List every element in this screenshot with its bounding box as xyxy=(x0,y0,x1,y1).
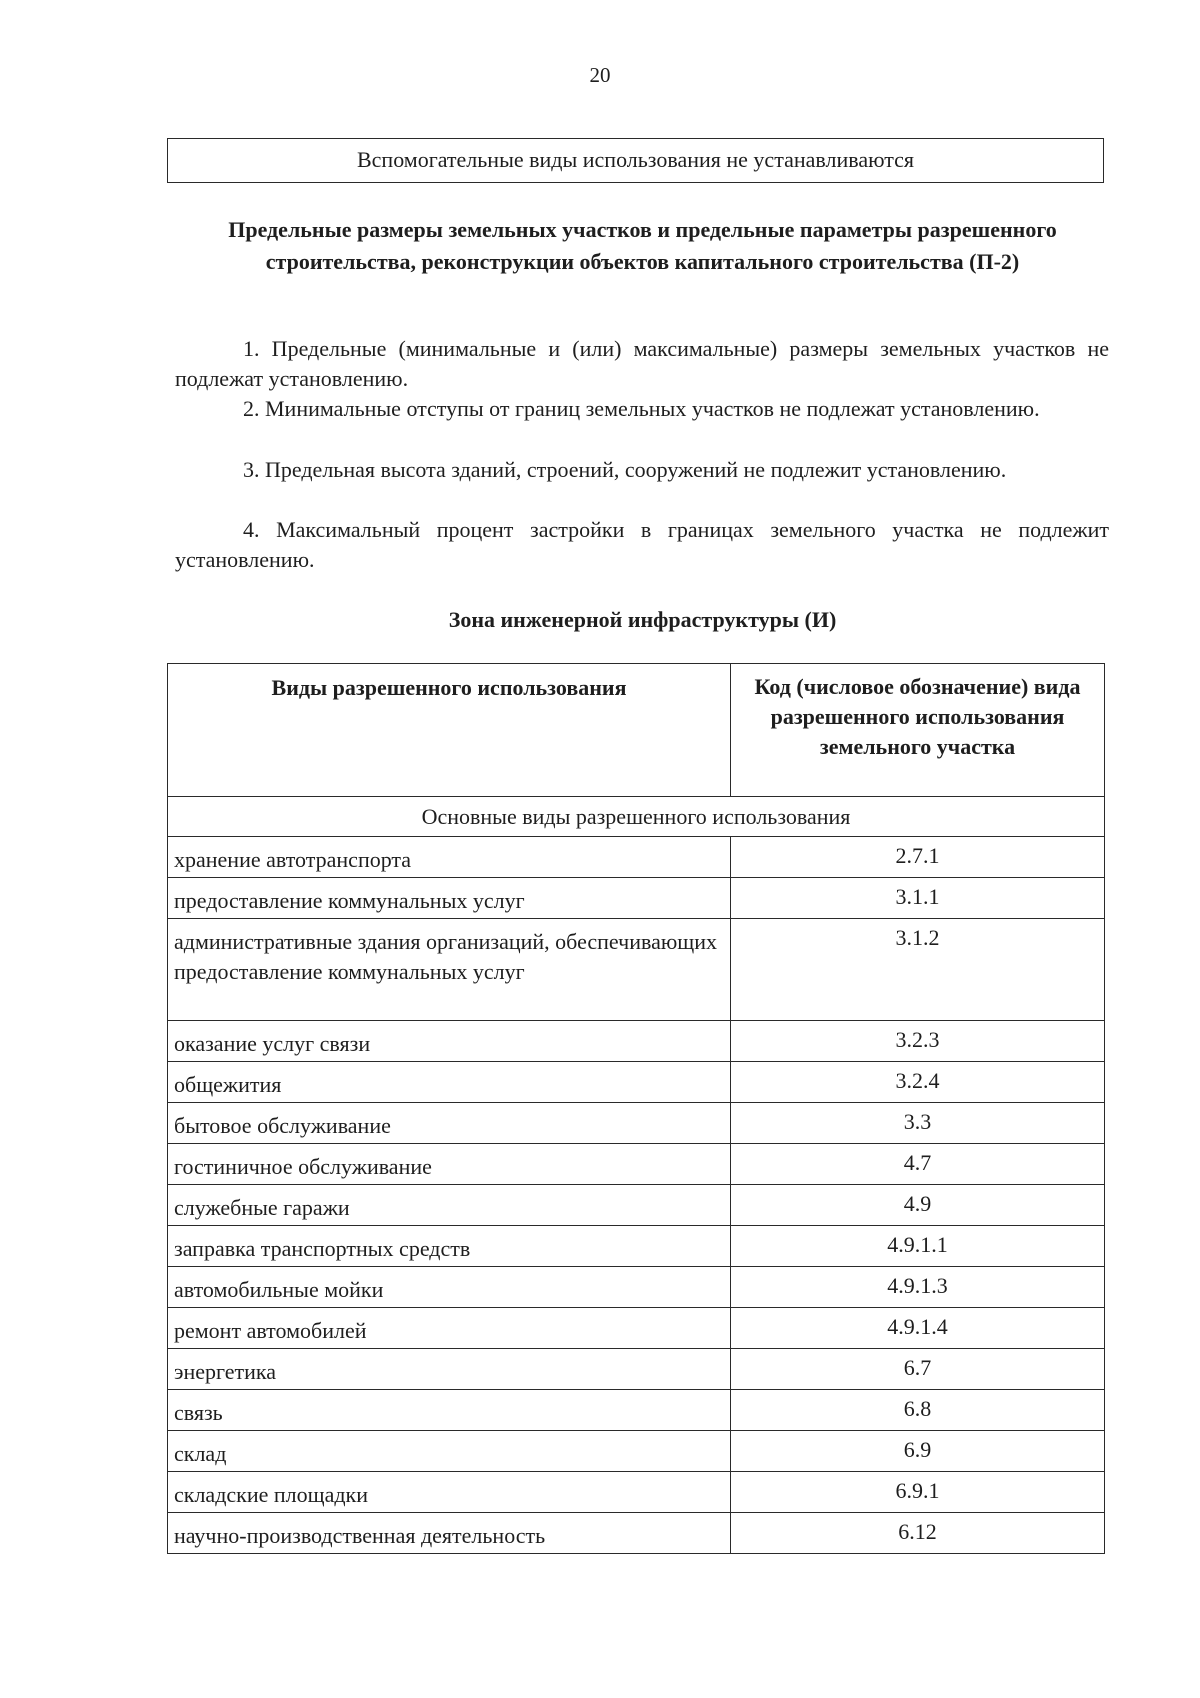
table-row xyxy=(168,1144,1105,1185)
use-code-cell: 6.9 xyxy=(731,1431,1105,1472)
use-type-cell: автомобильные мойки xyxy=(168,1267,731,1308)
table-row xyxy=(168,878,1105,919)
table-row xyxy=(168,1513,1105,1554)
use-code-cell: 3.1.2 xyxy=(731,919,1105,1021)
use-code-cell: 3.3 xyxy=(731,1103,1105,1144)
table-row xyxy=(168,1062,1105,1103)
use-type-cell: научно-производственная деятельность xyxy=(168,1513,731,1554)
table-row xyxy=(168,1021,1105,1062)
limits-item: 1. Предельные (минимальные и (или) максимальные) размеры земельных участков не подлежат установлению. xyxy=(175,336,1109,391)
use-type-cell: служебные гаражи xyxy=(168,1185,731,1226)
table-header-row xyxy=(168,664,1105,797)
table-row xyxy=(168,1185,1105,1226)
table-row xyxy=(168,837,1105,878)
table-row xyxy=(168,1103,1105,1144)
table-row xyxy=(168,1390,1105,1431)
limits-item: 2. Минимальные отступы от границ земельных участков не подлежат установлению. xyxy=(243,396,1040,421)
table-row xyxy=(168,1267,1105,1308)
use-type-cell: ремонт автомобилей xyxy=(168,1308,731,1349)
table-row xyxy=(168,1431,1105,1472)
header-use-type: Виды разрешенного использования xyxy=(168,664,731,797)
use-type-cell: склад xyxy=(168,1431,731,1472)
table-row xyxy=(168,1308,1105,1349)
table-row xyxy=(168,1226,1105,1267)
use-code-cell: 3.1.1 xyxy=(731,878,1105,919)
auxiliary-uses-note: Вспомогательные виды использования не устанавливаются xyxy=(167,138,1104,183)
use-code-cell: 3.2.4 xyxy=(731,1062,1105,1103)
use-type-cell: хранение автотранспорта xyxy=(168,837,731,878)
use-type-cell: общежития xyxy=(168,1062,731,1103)
use-code-cell: 6.7 xyxy=(731,1349,1105,1390)
use-type-cell: административные здания организаций, обеспечивающих предоставление коммунальных услуг xyxy=(168,919,731,1021)
use-code-cell: 4.9.1.1 xyxy=(731,1226,1105,1267)
table-row xyxy=(168,919,1105,1021)
use-code-cell: 4.9.1.3 xyxy=(731,1267,1105,1308)
use-code-cell: 6.8 xyxy=(731,1390,1105,1431)
header-code: Код (числовое обозначение) вида разрешенного использования земельного участка xyxy=(731,664,1105,797)
use-type-cell: предоставление коммунальных услуг xyxy=(168,878,731,919)
table-row xyxy=(168,1472,1105,1513)
use-code-cell: 4.7 xyxy=(731,1144,1105,1185)
section-row xyxy=(168,797,1105,837)
use-type-cell: заправка транспортных средств xyxy=(168,1226,731,1267)
limits-item: 3. Предельная высота зданий, строений, сооружений не подлежит установлению. xyxy=(243,457,1007,482)
zone-heading: Зона инженерной инфраструктуры (И) xyxy=(448,607,837,632)
use-type-cell: гостиничное обслуживание xyxy=(168,1144,731,1185)
section-title: Основные виды разрешенного использования xyxy=(168,797,1105,837)
limits-heading: Предельные размеры земельных участков и предельные параметры разрешенного строительства, реконструкции объектов капитального строительства (П-2) xyxy=(228,217,1057,274)
use-code-cell: 2.7.1 xyxy=(731,837,1105,878)
use-code-cell: 6.12 xyxy=(731,1513,1105,1554)
page-number: 20 xyxy=(589,63,611,87)
permitted-uses-table xyxy=(167,663,1105,1554)
use-code-cell: 4.9 xyxy=(731,1185,1105,1226)
table-row xyxy=(168,1349,1105,1390)
use-code-cell: 3.2.3 xyxy=(731,1021,1105,1062)
use-code-cell: 6.9.1 xyxy=(731,1472,1105,1513)
use-type-cell: складские площадки xyxy=(168,1472,731,1513)
use-code-cell: 4.9.1.4 xyxy=(731,1308,1105,1349)
use-type-cell: связь xyxy=(168,1390,731,1431)
limits-item: 4. Максимальный процент застройки в границах земельного участка не подлежит установлению. xyxy=(175,517,1109,572)
use-type-cell: энергетика xyxy=(168,1349,731,1390)
use-type-cell: оказание услуг связи xyxy=(168,1021,731,1062)
use-type-cell: бытовое обслуживание xyxy=(168,1103,731,1144)
